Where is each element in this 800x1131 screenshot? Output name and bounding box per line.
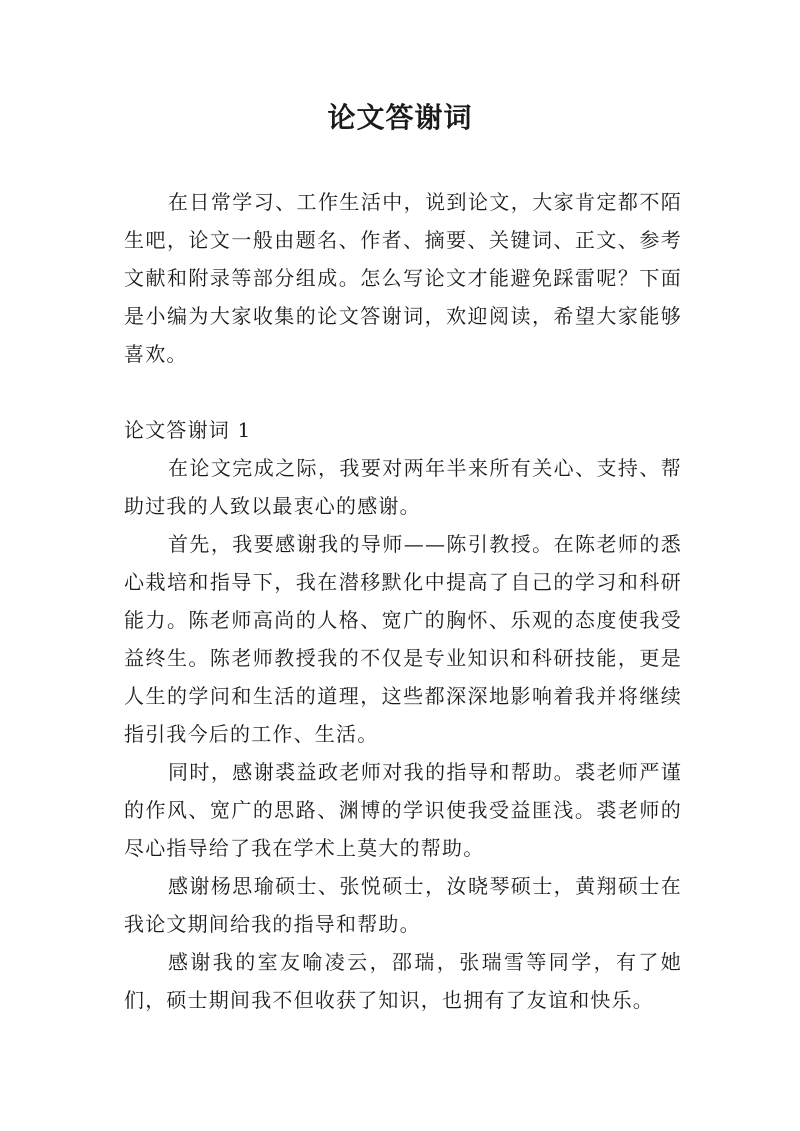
paragraph-spacer bbox=[124, 373, 682, 411]
body-paragraph: 在论文完成之际，我要对两年半来所有关心、支持、帮助过我的人致以最衷心的感谢。 bbox=[124, 456, 682, 518]
body-paragraph: 感谢杨思瑜硕士、张悦硕士，汝晓琴硕士，黄翔硕士在我论文期间给我的指导和帮助。 bbox=[124, 874, 682, 936]
intro-paragraph: 在日常学习、工作生活中，说到论文，大家肯定都不陌生吧，论文一般由题名、作者、摘要、关键词、正文、参考文献和附录等部分组成。怎么写论文才能避免踩雷呢？下面是小编为大家收集的论文答谢词，欢迎阅读，希望大家能够喜欢。 bbox=[124, 190, 682, 366]
document-title: 论文答谢词 bbox=[327, 101, 473, 134]
body-paragraph: 首先，我要感谢我的导师——陈引教授。在陈老师的悉心栽培和指导下，我在潜移默化中提高了自己的学习和科研能力。陈老师高尚的人格、宽广的胸怀、乐观的态度使我受益终生。陈老师教授我的不仅是专业知识和科研技能，更是人生的学问和生活的道理，这些都深深地影响着我并将继续指引我今后的工作、生活。 bbox=[124, 532, 682, 746]
document-body bbox=[124, 183, 682, 1019]
body-paragraph: 感谢我的室友喻凌云，邵瑞，张瑞雪等同学，有了她们，硕士期间我不但收获了知识，也拥有了友谊和快乐。 bbox=[124, 950, 682, 1012]
section-heading: 论文答谢词 1 bbox=[124, 418, 252, 442]
body-paragraph: 同时，感谢裘益政老师对我的指导和帮助。裘老师严谨的作风、宽广的思路、渊博的学识使我受益匪浅。裘老师的尽心指导给了我在学术上莫大的帮助。 bbox=[124, 760, 682, 860]
